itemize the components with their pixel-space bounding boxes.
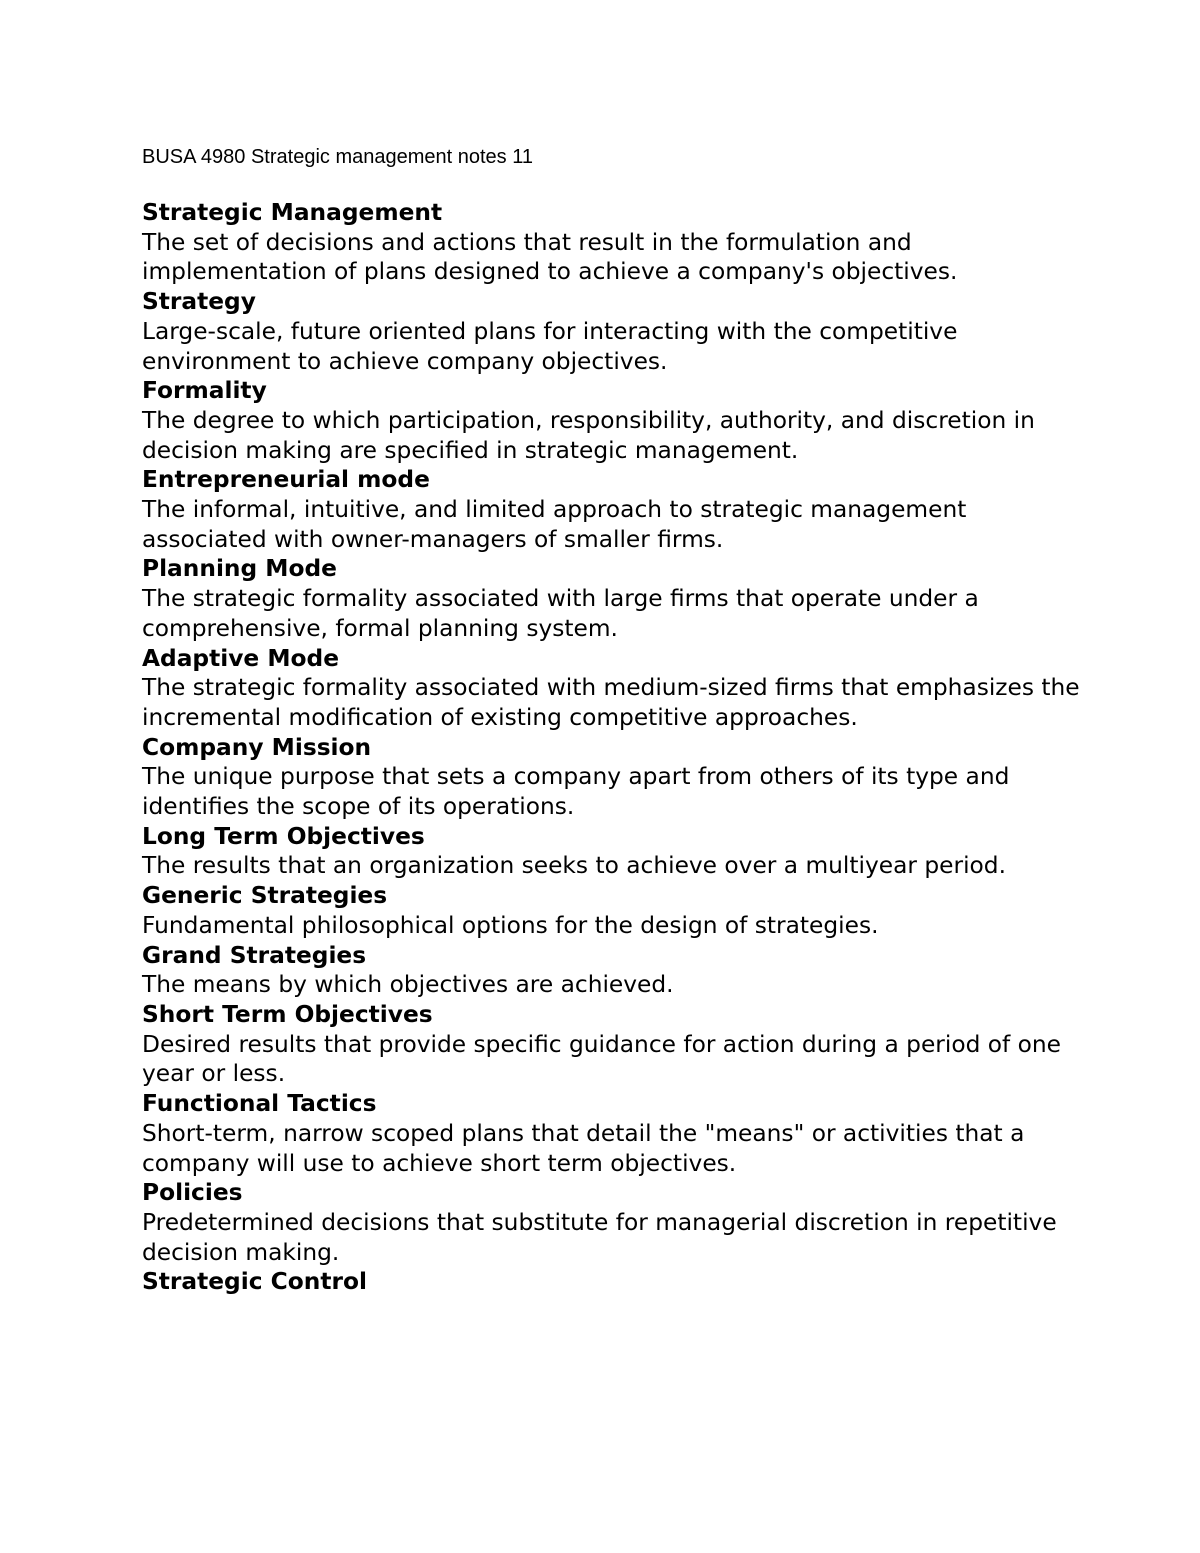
term-heading: Strategic Control [142,1268,367,1296]
term-definition: The unique purpose that sets a company apart from others of its type and identifies the scope of its operations. [142,763,1010,821]
term-definition: Short-term, narrow scoped plans that detail the "means" or activities that a company will use to achieve short term objectives. [142,1119,1025,1177]
term-heading: Policies [142,1179,243,1207]
term-definition: Fundamental philosophical options for the design of strategies. [142,911,879,939]
term-definition: The set of decisions and actions that result in the formulation and implementation of plans designed to achieve a company's objectives. [142,228,958,286]
term-heading: Adaptive Mode [142,644,339,672]
term-definition: The informal, intuitive, and limited approach to strategic management associated with owner-managers of smaller firms. [142,496,967,553]
term-heading: Formality [142,377,267,405]
glossary-entry [142,1267,1082,1297]
glossary-entry [142,733,1082,822]
term-heading: Planning Mode [142,555,337,583]
term-definition: The means by which objectives are achieved. [142,971,674,999]
term-heading: Functional Tactics [142,1090,377,1118]
term-definition: Desired results that provide specific guidance for action during a period of one year or less. [142,1030,1061,1088]
document-header: BUSA 4980 Strategic management notes 11 [142,146,533,168]
glossary-entry [142,644,1082,733]
term-heading: Short Term Objectives [142,1000,433,1028]
term-heading: Company Mission [142,733,372,761]
term-definition: The results that an organization seeks to achieve over a multiyear period. [142,852,1006,880]
glossary-entry [142,1089,1082,1178]
term-heading: Grand Strategies [142,941,367,969]
term-heading: Long Term Objectives [142,822,425,850]
term-heading: Generic Strategies [142,882,388,910]
term-heading: Strategic Management [142,199,443,226]
term-definition: The degree to which participation, responsibility, authority, and discretion in decision making are specified in strategic management. [142,406,1035,464]
term-definition: The strategic formality associated with medium-sized firms that emphasizes the incremental modification of existing competitive approaches. [142,674,1080,731]
glossary-entry [142,554,1082,643]
term-definition: Predetermined decisions that substitute for managerial discretion in repetitive decision making. [142,1208,1057,1266]
term-heading: Strategy [142,288,256,316]
term-definition: Large-scale, future oriented plans for interacting with the competitive environment to achieve company objectives. [142,317,958,375]
glossary-entry [142,822,1082,881]
glossary-entry [142,1000,1082,1089]
glossary-entry [142,941,1082,1000]
glossary-list [142,198,1082,1297]
glossary-entry [142,198,1082,287]
glossary-entry [142,287,1082,376]
glossary-entry [142,881,1082,940]
glossary-entry [142,1178,1082,1267]
term-heading: Entrepreneurial mode [142,466,430,494]
glossary-entry [142,376,1082,465]
glossary-entry [142,465,1082,554]
term-definition: The strategic formality associated with large firms that operate under a comprehensive, formal planning system. [142,585,979,642]
